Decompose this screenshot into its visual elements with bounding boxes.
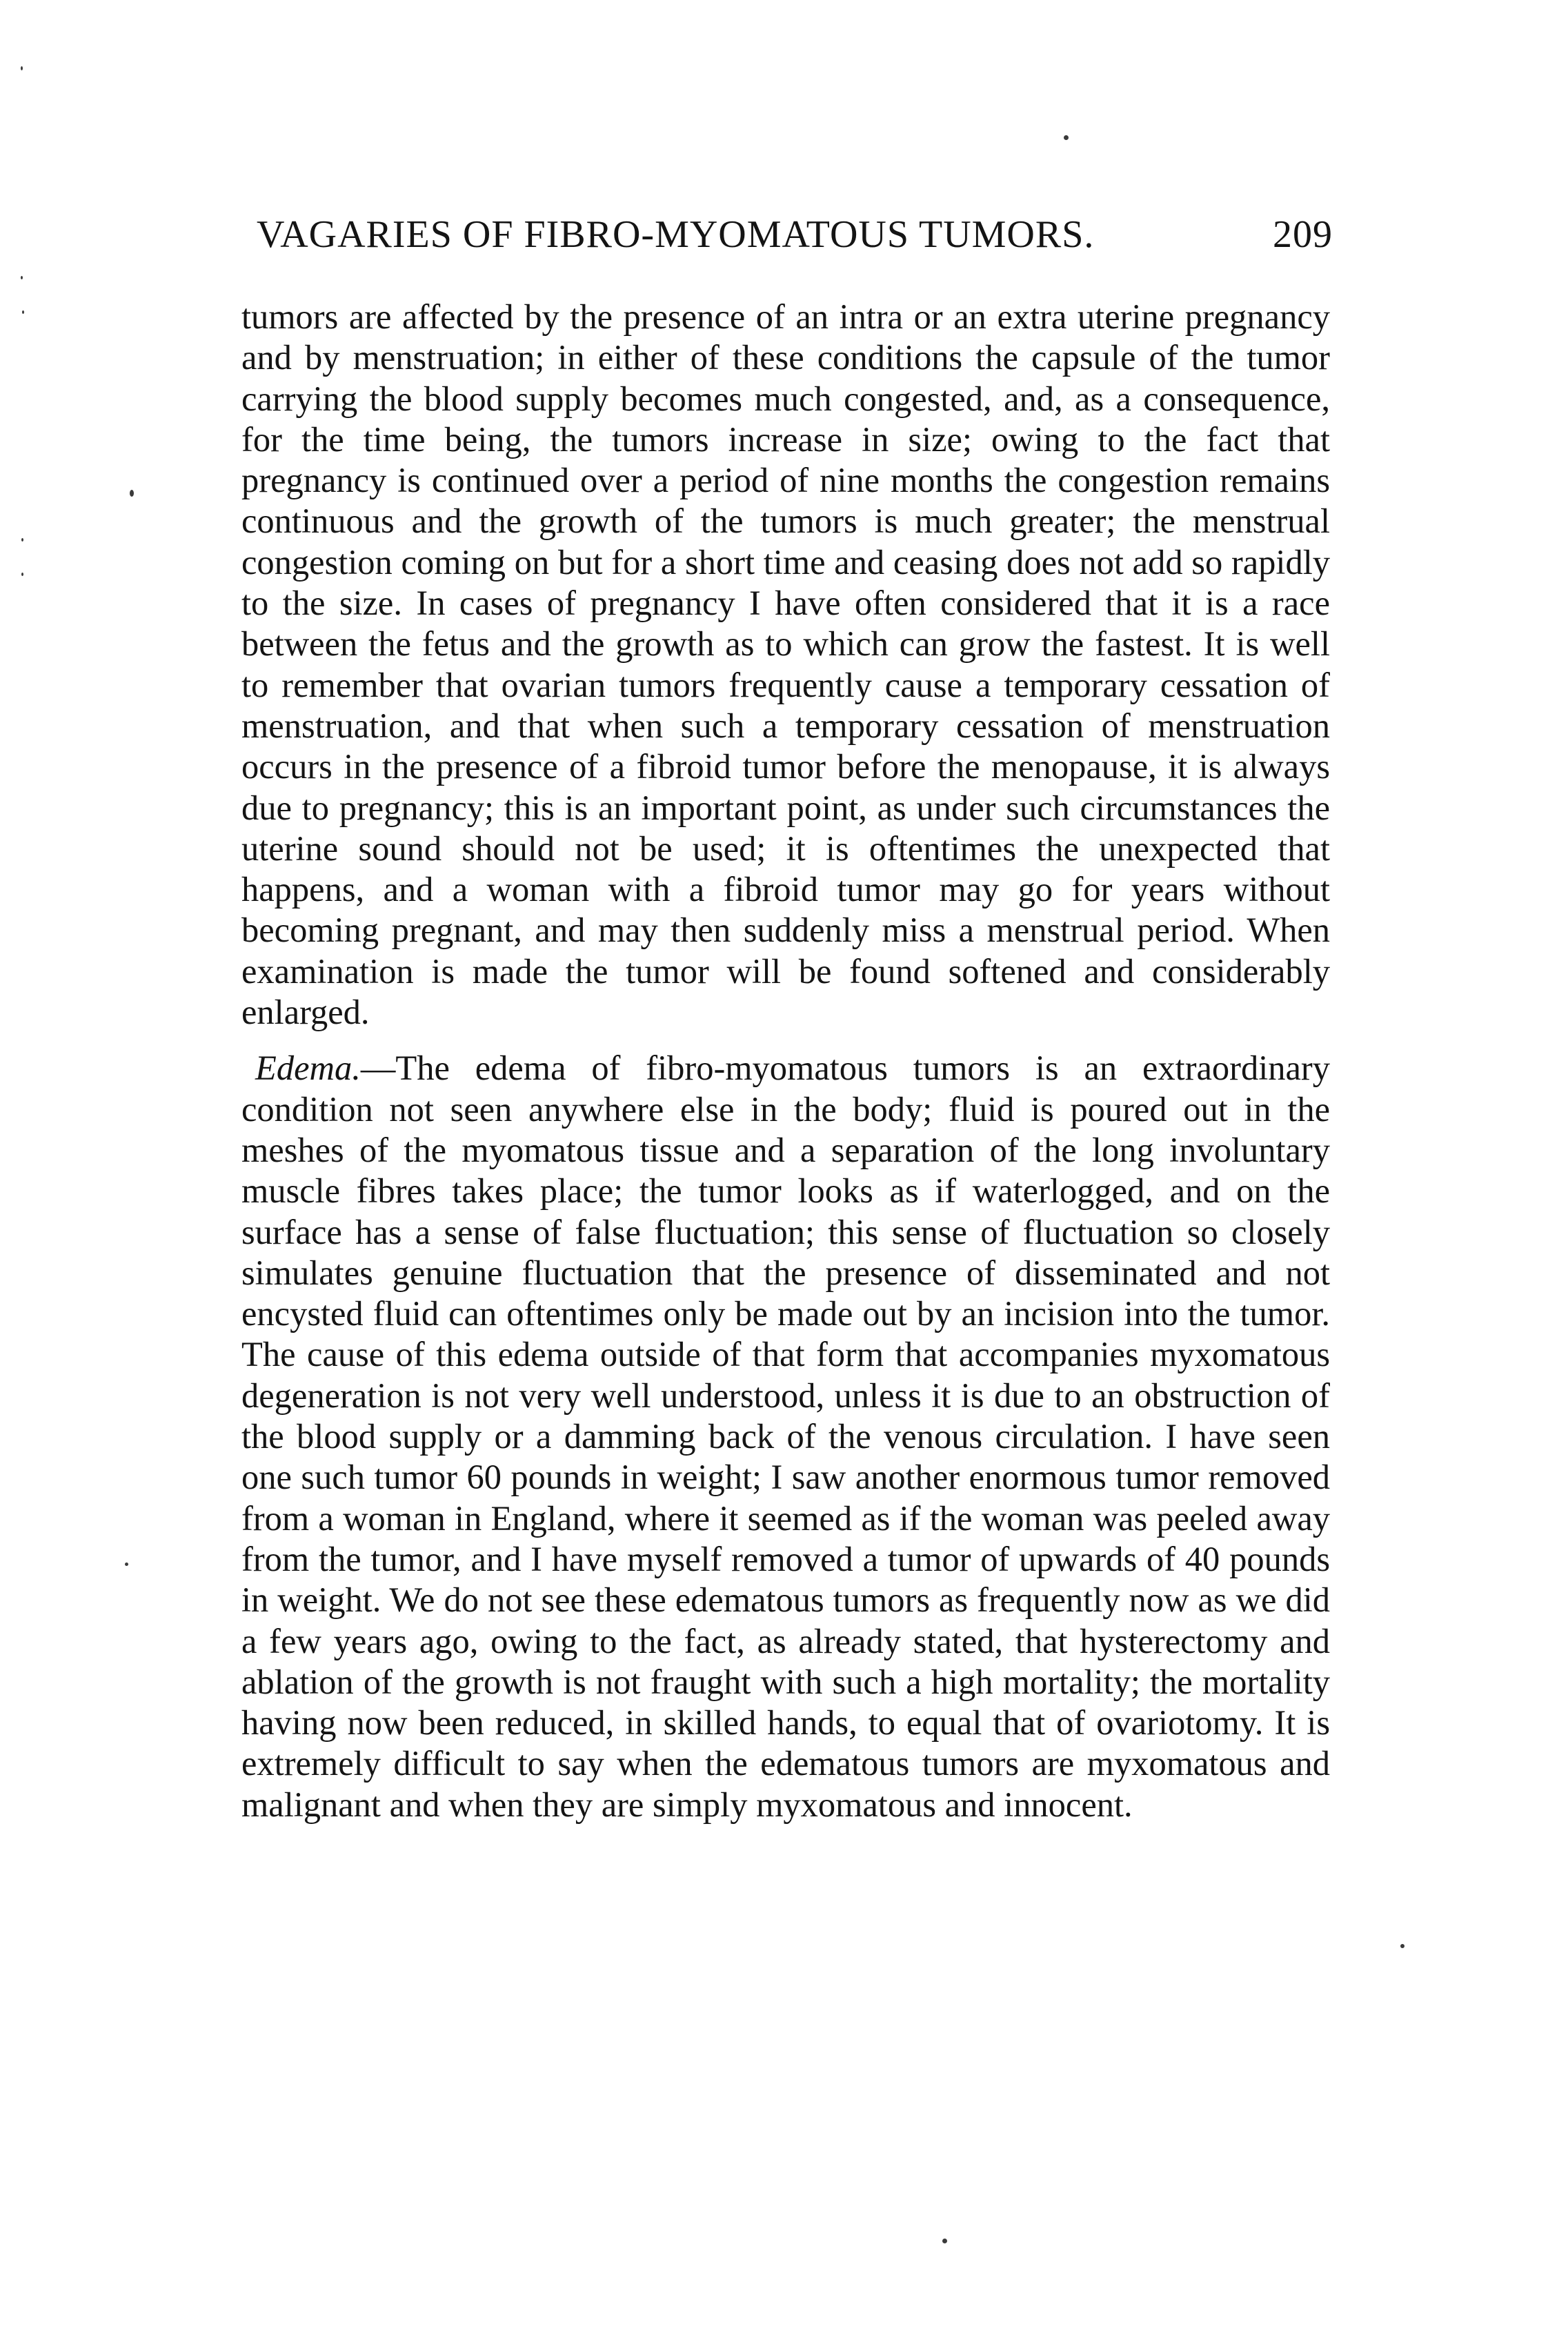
scan-speck xyxy=(21,276,23,279)
running-header xyxy=(257,212,1333,268)
scan-speck xyxy=(130,490,134,497)
scan-speck xyxy=(942,2239,947,2243)
scan-speck xyxy=(21,66,23,70)
paragraph-edema xyxy=(241,1048,1330,1825)
scan-speck xyxy=(125,1563,128,1566)
scan-speck xyxy=(22,310,24,314)
scan-speck xyxy=(21,573,23,576)
page-number: 209 xyxy=(1273,213,1333,256)
scan-speck xyxy=(1064,135,1069,140)
running-title: VAGARIES OF FIBRO-MYOMATOUS TUMORS. xyxy=(257,213,1095,256)
scan-speck xyxy=(1400,1944,1405,1948)
body-text xyxy=(241,297,1330,1825)
edema-run-in-heading: Edema. xyxy=(255,1049,361,1088)
paragraph-pregnancy-menstruation: tumors are affected by the presence of an intra or an extra uterine pregnancy and by menstruation; in either of these conditions the capsule of the tumor carrying the blood supply becomes much congested, and, as a consequence, for the time being, the tumors increase in size; owing to the fact that pregnancy is continued over a period of nine months the congestion remains continuous and the growth of the tumors is much greater; the menstrual congestion coming on but for a short time and ceasing does not add so rapidly to the size. In cases of pregnancy I have often considered that it is a race between the fetus and the growth as to which can grow the fastest. It is well to remember that ovarian tumors frequently cause a temporary cessation of menstruation, and that when such a temporary cessation of menstruation occurs in the presence of a fibroid tumor before the menopause, it is always due to pregnancy; this is an important point, as under such circumstances the uterine sound should not be used; it is oftentimes the unexpected that happens, and a woman with a fibroid tumor may go for years without becoming pregnant, and may then suddenly miss a menstrual period. When examination is made the tumor will be found softened and considerably enlarged. xyxy=(241,297,1330,1032)
scan-speck xyxy=(21,538,23,542)
edema-paragraph-text: —The edema of fibro-myomatous tumors is an extraordinary condition not seen anywhere else in the body; fluid is poured out in the meshes of the myomatous tissue and a separation of the long involuntary muscle fibres takes place; the tumor looks as if waterlogged, and on the surface has a sense of false fluctuation; this sense of fluctuation so closely simulates genuine fluctuation that the presence of disseminated and not encysted fluid can oftentimes only be made out by an incision into the tumor. The cause of this edema outside of that form that accompanies myxomatous degeneration is not very well understood, unless it is due to an obstruction of the blood supply or a damming back of the venous circulation. I have seen one such tumor 60 pounds in weight; I saw another enormous tumor removed from a woman in England, where it seemed as if the woman was peeled away from the tumor, and I have myself removed a tumor of upwards of 40 pounds in weight. We do not see these edematous tumors as frequently now as we did a few years ago, owing to the fact, as already stated, that hysterectomy and ablation of the growth is not fraught with such a high mortality; the mortality having now been reduced, in skilled hands, to equal that of ovariotomy. It is extremely difficult to say when the edematous tumors are myxomatous and malignant and when they are simply myxomatous and innocent. xyxy=(241,1049,1330,1824)
